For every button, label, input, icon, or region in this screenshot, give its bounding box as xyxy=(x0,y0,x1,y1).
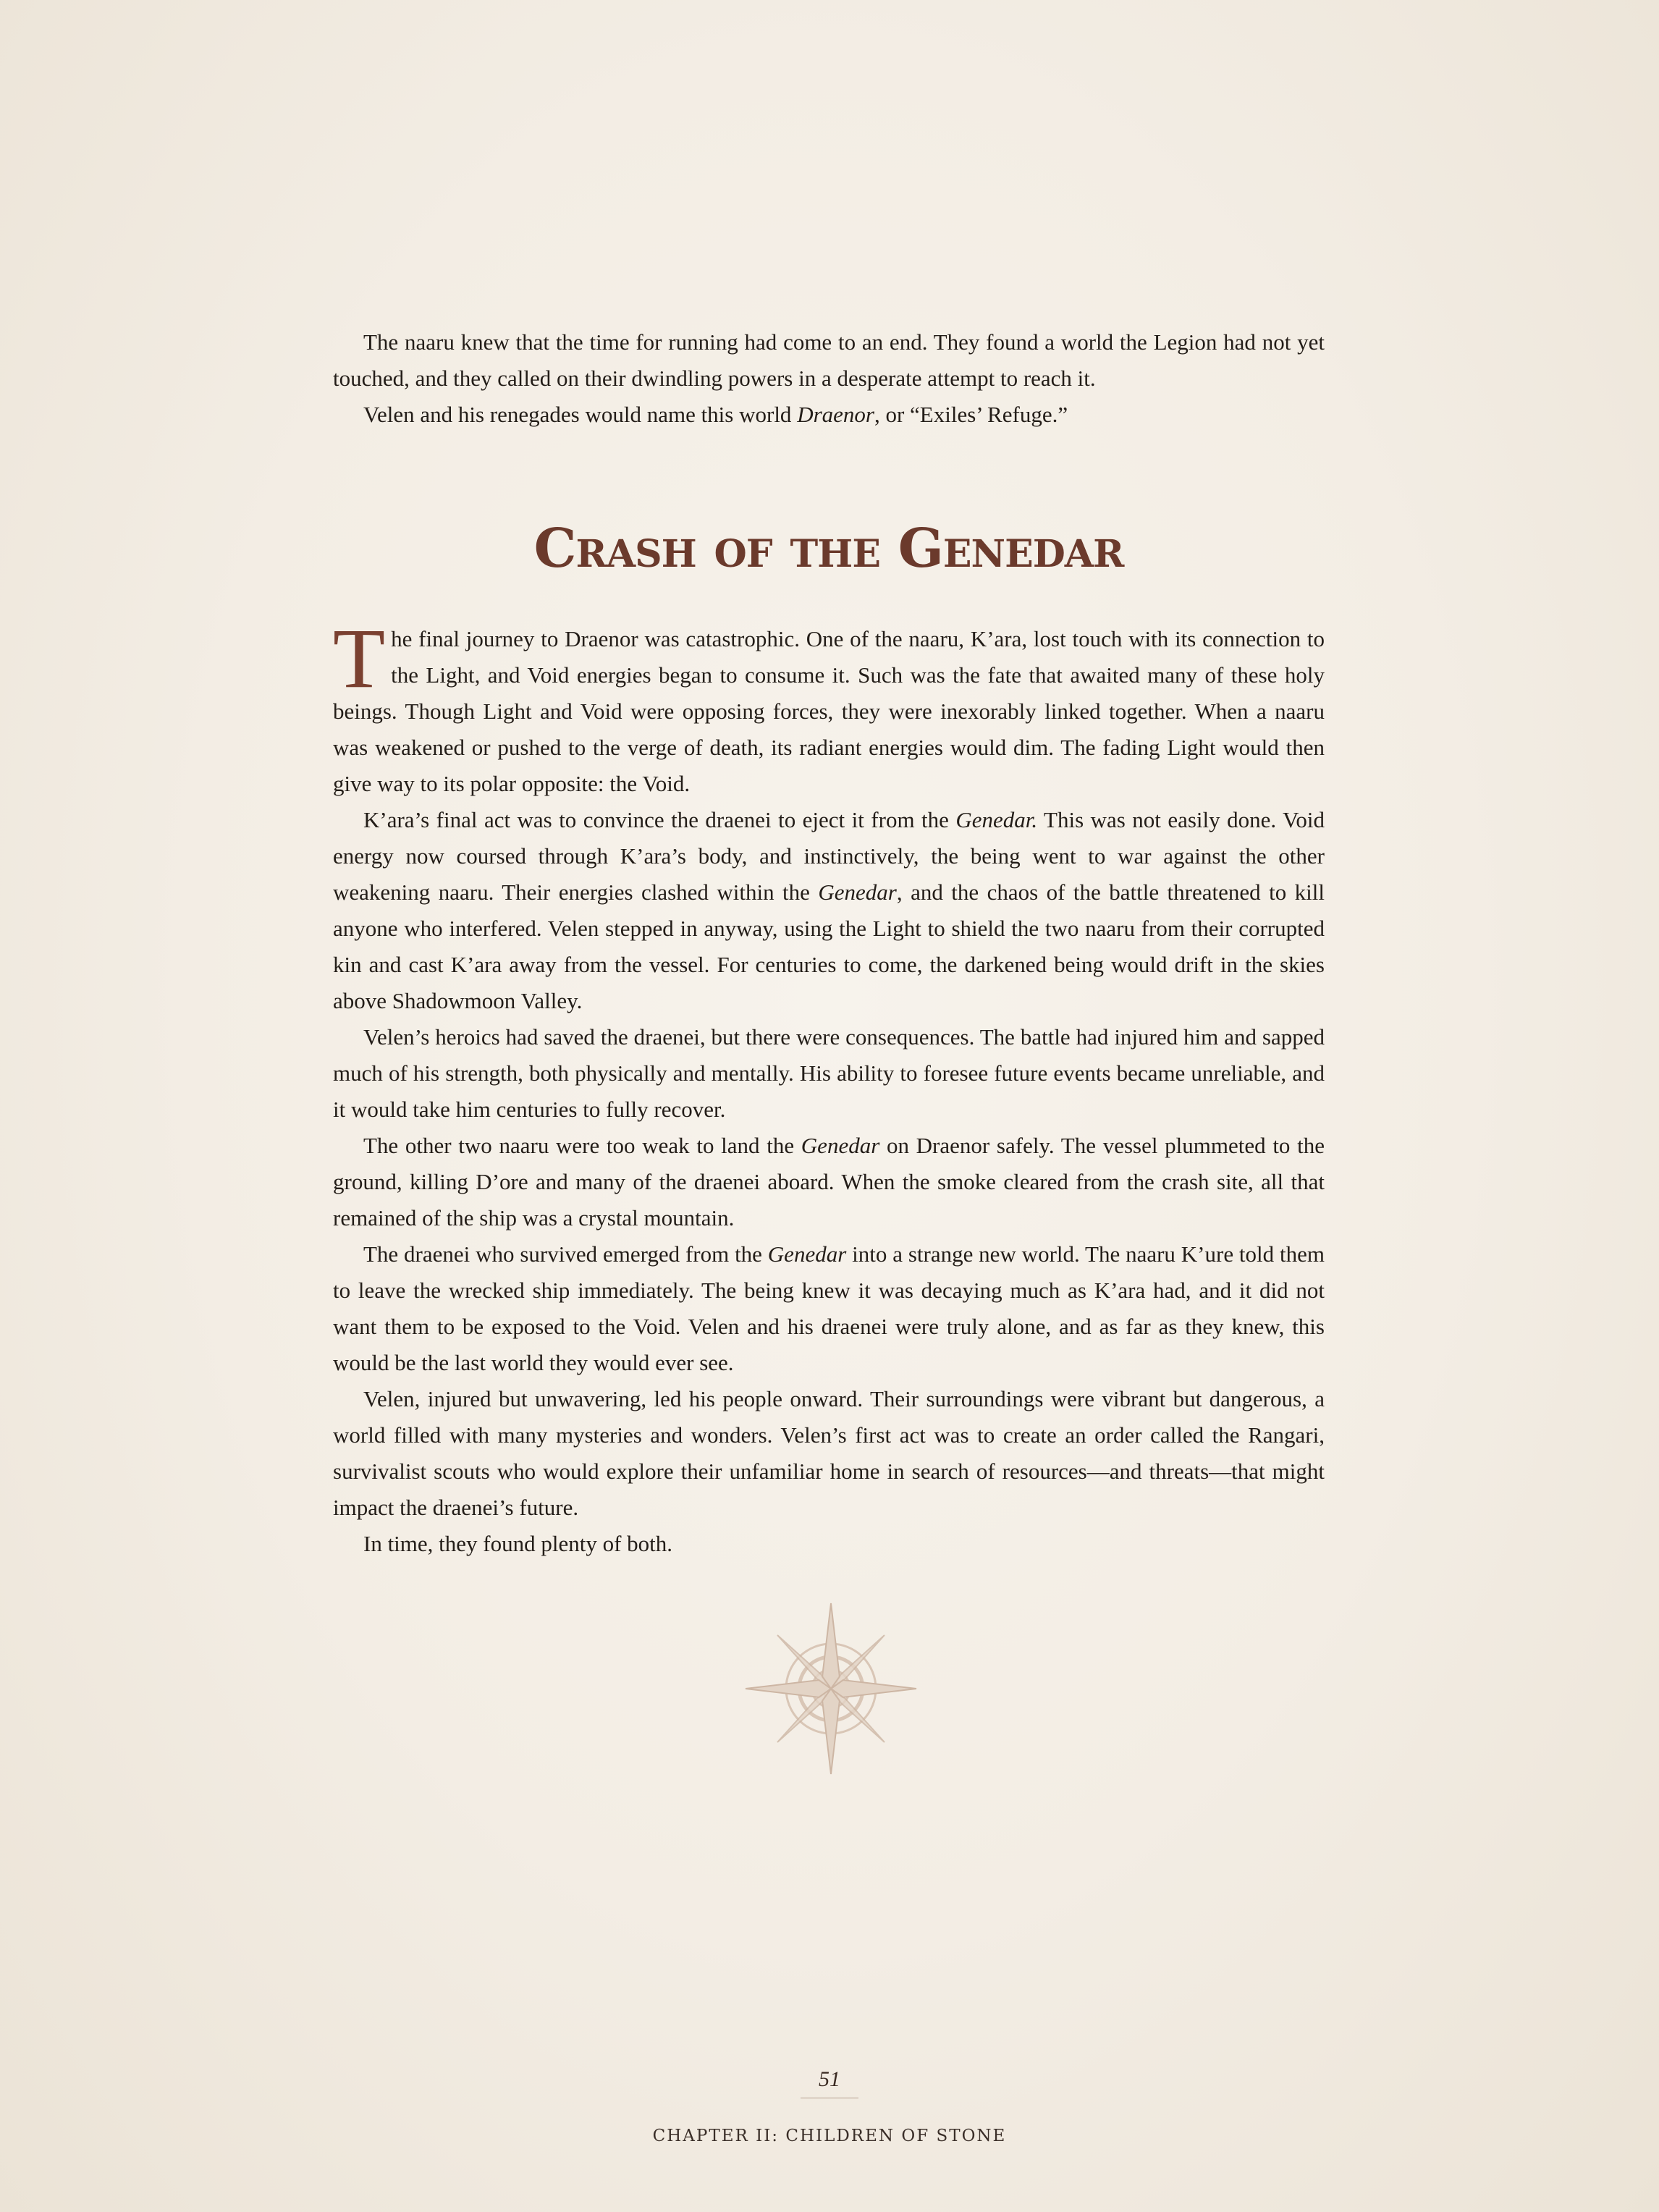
intro-paragraph-2 xyxy=(333,397,1325,433)
body-text: he final journey to Draenor was catastrophic. One of the naaru, K’ara, lost touch with its connection to the Light, and Void energies began to consume it. Such was the fate that awaited many of these holy beings. Though Light and Void were opposing forces, they were inexorably linked together. When a naaru was weakened or pushed to the verge of death, its radiant energies would dim. The fading Light would then give way to its polar opposite: the Void. xyxy=(333,626,1325,796)
italic-draenor: Draenor xyxy=(797,402,874,427)
body-text: on Draenor safely. The vessel plummeted to the ground, killing D’ore and many of the draenei aboard. When the smoke cleared from the crash site, all that remained of the ship was a crystal mountain. xyxy=(333,1133,1325,1230)
body-paragraph-7: In time, they found plenty of both. xyxy=(363,1531,673,1556)
body-text: This was not easily done. Void energy now coursed through K’ara’s body, and instinctively, the being went to war against the other weakening naaru. Their energies clashed within the xyxy=(333,807,1325,905)
body-text: The draenei who survived emerged from the xyxy=(363,1241,768,1267)
page-number: 51 xyxy=(819,2067,840,2091)
compass-rose-icon xyxy=(744,1602,918,1776)
body-text: into a strange new world. The naaru K’ure told them to leave the wrecked ship immediately. The being knew it was decaying much as K’ara had, and it did not want them to be exposed to the Void. Velen and his draenei were truly alone, and as far as they knew, this would be the last world they would ever see. xyxy=(333,1241,1325,1375)
body-paragraph-6: Velen, injured but unwavering, led his people onward. Their surroundings were vibrant but dangerous, a world filled with many mysteries and wonders. Velen’s first act was to create an order called the Rangari, survivalist scouts who would explore their unfamiliar home in search of resources—and threats—that might impact the draenei’s future. xyxy=(333,1386,1325,1520)
section-title: Crash of the Genedar xyxy=(533,518,1124,580)
body-paragraph-4 xyxy=(333,1128,1325,1236)
body-paragraph-1 xyxy=(333,611,1325,802)
intro-text: , or “Exiles’ Refuge.” xyxy=(874,402,1068,427)
intro-paragraph-1: The naaru knew that the time for running had come to an end. They found a world the Legion had not yet touched, and they called on their dwindling powers in a desperate attempt to reach it. xyxy=(333,329,1325,391)
drop-cap: T xyxy=(333,611,386,706)
italic-genedar: Genedar xyxy=(801,1133,880,1158)
intro-text: Velen and his renegades would name this world xyxy=(363,402,798,427)
text-column xyxy=(333,324,1325,1562)
body-text: The other two naaru were too weak to land the xyxy=(363,1133,801,1158)
italic-genedar: Genedar. xyxy=(955,807,1038,832)
italic-genedar: Genedar xyxy=(818,879,897,905)
body-paragraph-5 xyxy=(333,1236,1325,1381)
body-paragraph-2 xyxy=(333,802,1325,1019)
body-text: K’ara’s final act was to convince the draenei to eject it from the xyxy=(363,807,956,832)
chapter-footer: CHAPTER II: CHILDREN OF STONE xyxy=(652,2127,1007,2145)
body-text: , and the chaos of the battle threatened to kill anyone who interfered. Velen stepped in anyway, using the Light to shield the two naaru from their corrupted kin and cast K’ara away from the vessel. For centuries to come, the darkened being would drift in the skies above Shadowmoon Valley. xyxy=(333,879,1325,1013)
intro-block xyxy=(333,324,1325,433)
body-paragraph-3: Velen’s heroics had saved the draenei, but there were consequences. The battle had injured him and sapped much of his strength, both physically and mentally. His ability to foresee future events became unreliable, and it would take him centuries to fully recover. xyxy=(333,1024,1325,1122)
italic-genedar: Genedar xyxy=(767,1241,847,1267)
